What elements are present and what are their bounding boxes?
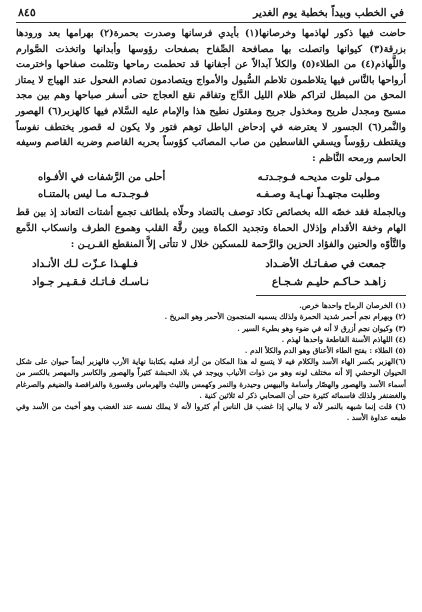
footnote: (٢) وبهرام نجم أحمر شديد الحمرة ولذلك يسميه المنجمون الأحمر وهو المريخ . bbox=[164, 312, 406, 322]
verse-line bbox=[16, 186, 406, 203]
verse-hemistich-right: زاهـد حـاكـم حليـم شـجـاع bbox=[271, 276, 386, 289]
footnote: (١) الخرصان الرماح واحدها خرص. bbox=[299, 301, 406, 311]
verse-hemistich-right: جمعت في صفـاتـك الأضـداد bbox=[265, 258, 386, 271]
page-number: ٨٤٥ bbox=[18, 6, 36, 19]
footnote: (٣) وكيوان نجم أزرق لا أنه في ضوء وهو بطيء السير . bbox=[237, 323, 406, 333]
verse-hemistich-left: فـوجـدتـه مـا ليس بالمتنـاه bbox=[38, 189, 149, 201]
verse-hemistich-left: نـاسـك فـاتـك فـقـيـر جـواد bbox=[32, 276, 149, 289]
verse-hemistich-left: أحلى من الرَّشفات في الأفـواه bbox=[38, 172, 166, 184]
footnote: (٤) اللهاذم الأسنة القاطعة واحدها لهذم . bbox=[281, 334, 406, 344]
footnotes bbox=[16, 300, 406, 423]
footnote: (٦) قلت إنما شبهه بالنمر لأنه لا يبالي إذا غضب قل الناس أم كثروا لأنه لا يملك نفسه عند الغضب وهو أخبث من الأسد وفي طبعه عداوة الأسد . bbox=[16, 401, 406, 423]
body-paragraph-1: حاضت فيها ذكور لهاذمها وخرصانها(١) بأيدي فرسانها وصدرت بحمرة(٢) بهرامها بعد ورودها بزرقة(٣) كيوانها واتصلت بها مصافحة الصِّفاح بصفحات رؤوسها وأبدانها واتخذت الصَّوارم واللَّهاذم(٤) من الطلاء(٥) والكلأ آبدالاً عن أجفانها قد تحطمت رماحها وتثلمت صفاحها واخترمت أرواحها بالنَّاس فيها يتلاطمون تلاطم السُّيول والأمواج ويتصادمون تصادم الفحول عند الهياج لا يمتاز المحق من المبطل لتراكم ظلام الليل الدَّاج وتفاقم نقع العجاج حتى أسفر صباحها وهم بين مجد مسيح ومجدل طريح ومخذول جريح ومقتول نطيح هذا والإمام عليه السَّلام فيها كالهزبر(٦) الهصور والنَّمر(٦) الجسور لا يعترضه في إدحاض الباطل توهم فتور ولا يكون له قصور يختطف نفوساً ويقتطف رؤوساً ويسقي القاسطين من صاب المصائب كؤوساً بحربه القاصم وضربه القاصم وسيفه الحاسم ورمحه النَّاظم : bbox=[16, 28, 406, 164]
verse-line bbox=[16, 255, 406, 273]
verse-block-2 bbox=[16, 255, 406, 291]
verse-hemistich-left: فـلهـذا عـزّت لـك الأنـداد bbox=[32, 258, 138, 271]
body-paragraph-2: وبالجملة فقد خصّه الله بخصائص تكاد توصف بالتضاد وحلّاه بلطائف تجمع أشتات التعاند إذ بين قط الهام وخفة الأقدام وإذلال الحماة وتجديد الكماة وبين رقَّة القلب وهموع الطرف وانسكاب الدَّمع والتَّأوّه والحنين والفؤاد الحزين والرَّحمة للمسكين خلال لا تتأتى إلاَّ المنقطع القـريـن : bbox=[16, 207, 406, 250]
verse-line bbox=[16, 273, 406, 291]
verse-hemistich-right: وطلبت مجتهـداً نهـايـة وصـفـه bbox=[256, 189, 380, 201]
footnote: (٦)الهزبر بكسر الهاء الأسد والكلام فيه لا يتسع له هذا المكان من أراد فعليه بكتابنا نهاية الأرب فالهزبر أيضاً حيوان على شكل الحيوان الوحشي إلا أنه مختلف لونه وهو من ذوات الأنياب ويوجد في بلاد الحبشة كثيراً والهصور والكاسر والمهصر بالكسر من أسماء الأسد والهصور والهصّار وأسامة والبيهس وحيدرة والنمر وكهمس والليث والهرماس وقسورة والفرافصة والضيغم والصرغام والغضنفر ولذلك فاسمائه كثيرة حتى أن الصحابي ذكر له ثلاثين كنية . bbox=[16, 357, 406, 400]
page-header bbox=[16, 6, 406, 23]
footnote-divider bbox=[256, 295, 406, 296]
verse-block-1 bbox=[16, 169, 406, 203]
verse-hemistich-right: مـولى تلوت مديحـه فـوجـدتـه bbox=[257, 172, 380, 184]
verse-line bbox=[16, 169, 406, 186]
footnote: (٥) الطلاء : بفتح الطاء الأعناق وهو الدم والكلأ الدم . bbox=[244, 345, 406, 355]
running-title: في الخطب وبيداً بخطبة يوم الغدير bbox=[253, 7, 404, 19]
